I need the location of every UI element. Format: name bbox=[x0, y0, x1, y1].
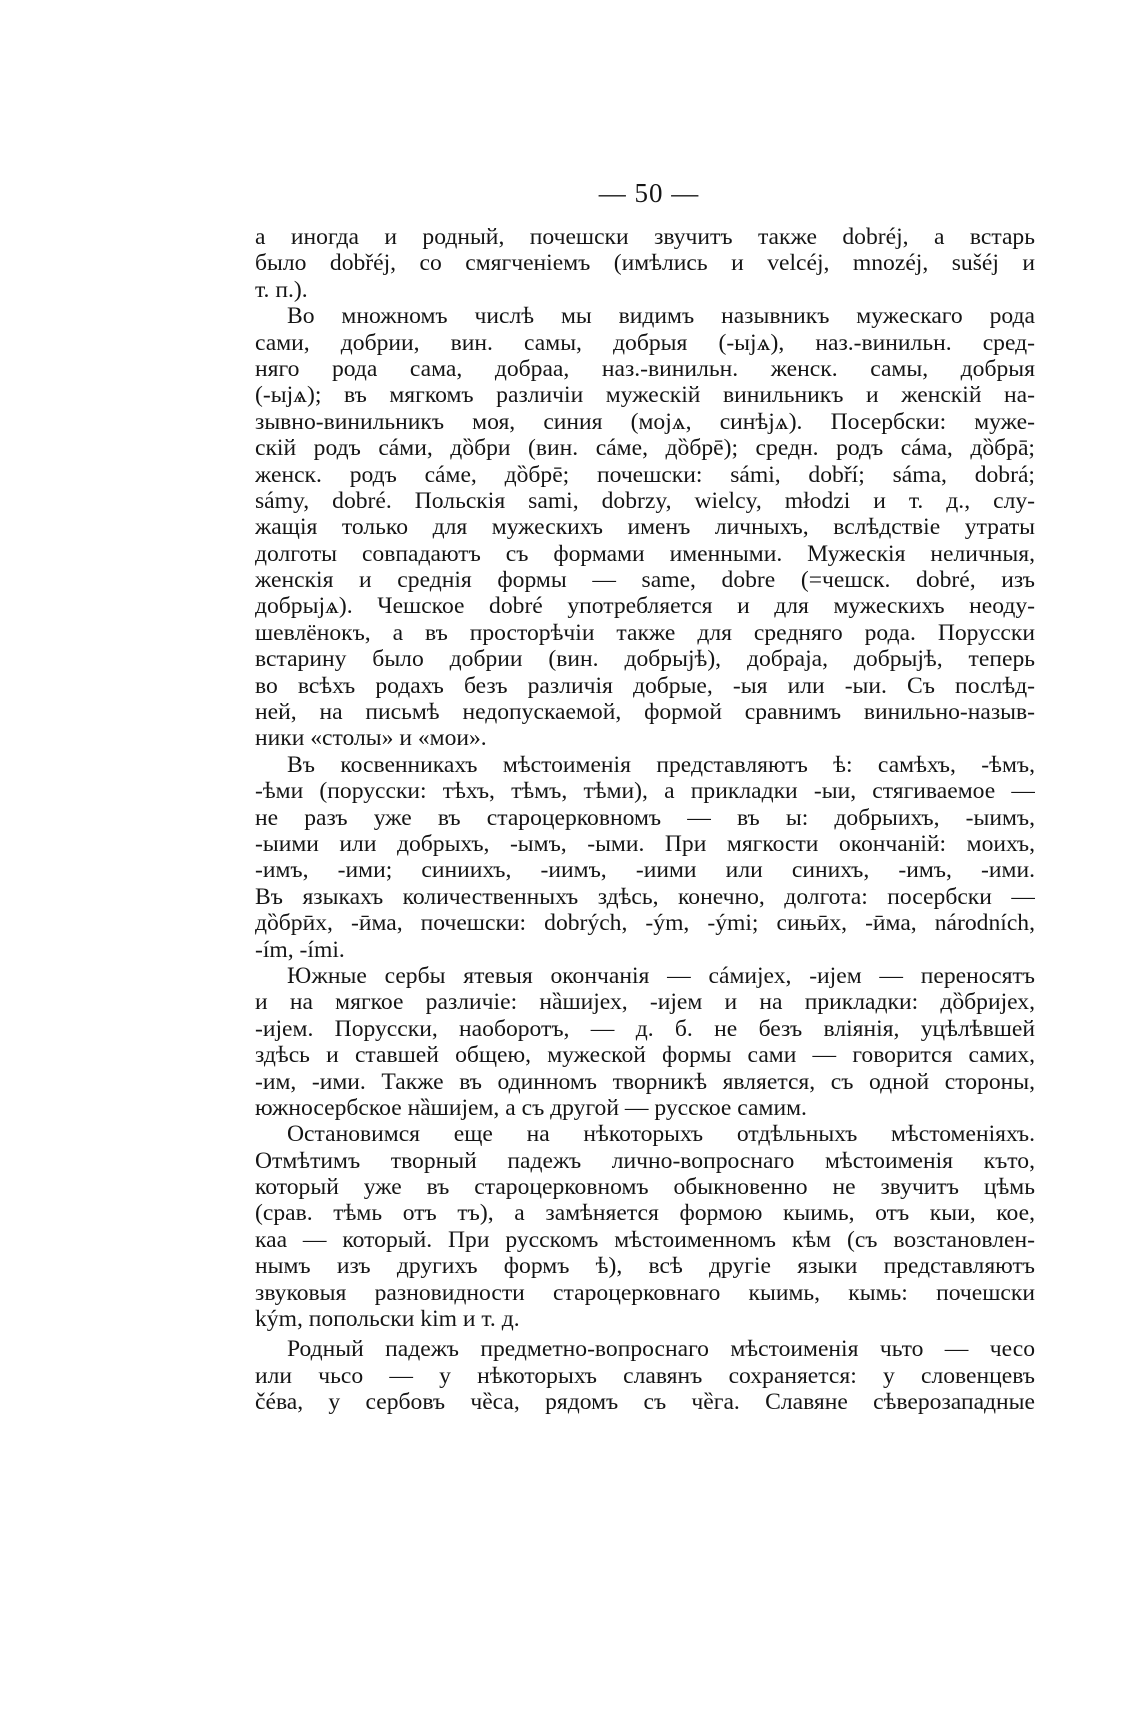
text-line: южносербское нȁшијем, а съ другой — русское самим. bbox=[255, 1094, 807, 1121]
text-line: звуковыя разновидности староцерковнаго кыимь, кымь: почешски bbox=[255, 1279, 1035, 1306]
text-line: долготы совпадаютъ съ формами именными. Мужескія неличныя, bbox=[255, 540, 1035, 567]
text-line: женск. родъ сáме, дȍбрē; почешски: sámi, dobří; sáma, dobrá; bbox=[255, 461, 1035, 488]
text-line: во всѣхъ родахъ безъ различія добрые, -ыя или -ыи. Съ послѣд- bbox=[255, 672, 1035, 699]
text-line: -ыими или добрыхъ, -ымъ, -ыми. При мягкости окончаній: моихъ, bbox=[255, 830, 1035, 857]
book-page bbox=[255, 178, 1035, 1416]
text-line: (срав. тѣмь отъ тъ), а замѣняется формою кыимь, отъ кыи, кое, bbox=[255, 1200, 1035, 1227]
text-line: няго рода сама, добраа, наз.-винильн. женск. самы, добрыя bbox=[255, 355, 1035, 382]
text-line: (-ыјѧ); въ мягкомъ различіи мужескій винильникъ и женскій на- bbox=[255, 382, 1035, 409]
text-line: сами, добрии, вин. самы, добрыя (-ыјѧ), наз.-винильн. сред- bbox=[255, 329, 1035, 356]
text-line: Въ косвенникахъ мѣстоименія представляютъ ѣ: самѣхъ, -ѣмъ, bbox=[287, 751, 1035, 778]
text-line: женскія и среднія формы — same, dobre (=чешск. dobré, изъ bbox=[255, 567, 1035, 594]
text-line: Южные сербы ятевыя окончанія — сáмијех, -ијем — переносятъ bbox=[287, 962, 1035, 989]
text-line: -ѣми (порусски: тѣхъ, тѣмъ, тѣми), а прикладки -ыи, стягиваемое — bbox=[255, 778, 1035, 805]
text-line: или чьсо — у нѣкоторыхъ славянъ сохраняется: у словенцевъ bbox=[255, 1362, 1035, 1389]
text-line: ники «столы» и «мои». bbox=[255, 725, 487, 752]
text-line: kým, попольски kim и т. д. bbox=[255, 1306, 520, 1333]
text-line: -имъ, -ими; синиихъ, -иимъ, -иими или синихъ, -имъ, -ими. bbox=[255, 857, 1035, 884]
text-line: -ím, -ími. bbox=[255, 936, 345, 963]
page-number: — 50 — bbox=[598, 178, 700, 208]
text-line: каа — который. При русскомъ мѣстоименномъ кѣм (съ возстановлен- bbox=[255, 1226, 1035, 1253]
text-line: нымъ изъ другихъ формъ ѣ), всѣ другіе языки представляютъ bbox=[255, 1253, 1035, 1280]
text-line: зывно-винильникъ моя, синия (мојѧ, синѣјѧ). Посербски: муже- bbox=[255, 408, 1035, 435]
text-line: ней, на письмѣ недопускаемой, формой сравнимъ винильно-назыв- bbox=[255, 699, 1035, 726]
text-line: который уже въ староцерковномъ обыкновенно не звучитъ цѣмь bbox=[255, 1174, 1035, 1201]
text-line: встарину было добрии (вин. добрыјѣ), добраја, добрыјѣ, теперь bbox=[255, 646, 1035, 673]
text-line: дȍбрӣх, -ӣма, почешски: dobrých, -ým, -ými; сињӣх, -ӣма, národních, bbox=[255, 910, 1035, 937]
text-line: Во множномъ числѣ мы видимъ назывникъ мужескаго рода bbox=[287, 303, 1035, 330]
text-line: -ијем. Порусски, наоборотъ, — д. б. не безъ вліянія, уцѣлѣвшей bbox=[255, 1015, 1035, 1042]
text-line: Отмѣтимъ творный падежъ лично-вопроснаго мѣстоименія къто, bbox=[255, 1147, 1035, 1174]
text-line: добрыјѧ). Чешское dobré употребляется и для мужескихъ неоду- bbox=[255, 593, 1035, 620]
text-line: Остановимся еще на нѣкоторыхъ отдѣльныхъ мѣстоменіяхъ. bbox=[287, 1121, 1035, 1148]
text-line: скій родъ сáми, дȍбри (вин. сáме, дȍбрē); средн. родъ сáма, дȍбрā; bbox=[255, 435, 1035, 462]
text-line: и на мягкое различіе: нȁшијех, -ијем и на прикладки: дȍбријех, bbox=[255, 989, 1035, 1016]
body-text bbox=[255, 224, 1035, 1416]
text-line: Въ языкахъ количественныхъ здѣсь, конечно, долгота: посербски — bbox=[255, 883, 1035, 910]
text-line: Родный падежъ предметно-вопроснаго мѣстоименія чьто — чесо bbox=[287, 1336, 1035, 1363]
text-line: -им, -ими. Также въ одинномъ творникѣ является, съ одной стороны, bbox=[255, 1068, 1035, 1095]
text-line: здѣсь и ставшей общею, мужеской формы сами — говорится самих, bbox=[255, 1042, 1035, 1069]
text-line: было dobřéj, со смягченіемъ (имѣлись и velcéj, mnozéj, sušéj и bbox=[255, 250, 1035, 277]
text-line: т. п.). bbox=[255, 276, 308, 303]
text-line: а иногда и родный, почешски звучитъ также dobréj, а встарь bbox=[255, 224, 1035, 250]
text-line: не разъ уже въ староцерковномъ — въ ы: добрыихъ, -ыимъ, bbox=[255, 804, 1035, 831]
text-line: жащія только для мужескихъ именъ личныхъ, вслѣдствіе утраты bbox=[255, 514, 1035, 541]
text-line: шевлёнокъ, а въ просторѣчіи также для средняго рода. Порусски bbox=[255, 619, 1035, 646]
text-line: čéва, у сербовъ чȅса, рядомъ съ чȅга. Славяне сѣверозападные bbox=[255, 1389, 1035, 1416]
text-line: sámy, dobré. Польскія sami, dobrzy, wielcy, młodzi и т. д., слу- bbox=[255, 487, 1035, 514]
